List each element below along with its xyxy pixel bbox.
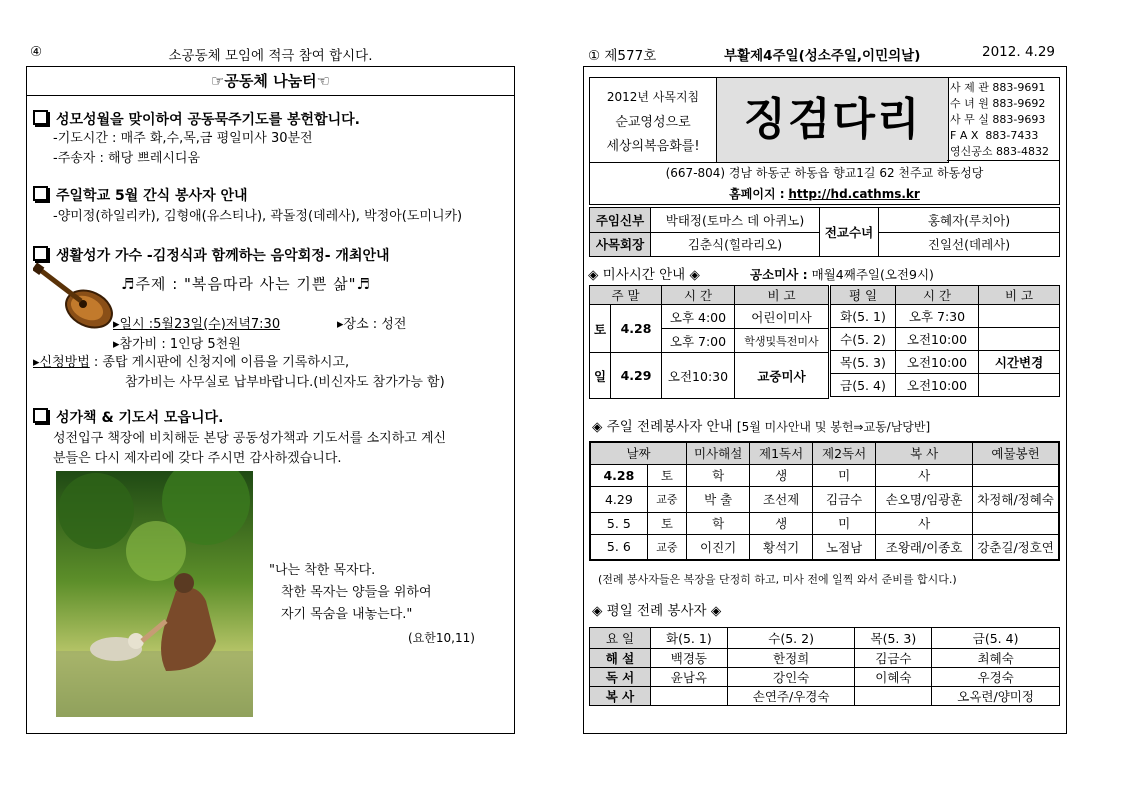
col-commentary: 미사해설	[687, 442, 750, 464]
row-cell: 사	[876, 464, 973, 486]
weekday-note: 시간변경	[979, 351, 1060, 374]
row-cell: 손오명/임광훈	[876, 486, 973, 512]
quote-line-2: 착한 목자는 양들을 위하여	[281, 585, 432, 600]
church-address: (667-804) 경남 하동군 하동읍 향교1길 62 천주교 하동성당	[665, 166, 984, 180]
weekday-col-day: 요 일	[590, 628, 651, 649]
nun-name-2: 진일선(데레사)	[879, 232, 1060, 257]
row-offering	[973, 512, 1059, 534]
contact-mission: 영신공소 883-4832	[950, 145, 1049, 158]
section-hymnbook-heading: 성가책 & 기도서 모읍니다.	[33, 407, 223, 427]
section-rosary-heading: 성모성월을 맞이하여 공동묵주기도를 봉헌합니다.	[33, 109, 360, 129]
row-type: 토	[647, 464, 686, 486]
weekday-servers-table	[589, 627, 1060, 706]
weekday-header: 평 일	[831, 286, 896, 305]
weekday-note	[979, 374, 1060, 397]
weekend-mass-table	[589, 285, 829, 399]
contact-office: 사 무 실 883-9693	[950, 113, 1046, 126]
sat-time-2: 오후 7:00	[662, 329, 735, 353]
community-newsletter-panel	[26, 66, 515, 734]
row-cell: 노점남	[813, 534, 876, 560]
sat-note-2: 학생및특전미사	[735, 329, 829, 353]
bulletin-panel	[583, 66, 1067, 734]
rosary-time-line: -기도시간 : 매주 화,수,목,금 평일미사 30분전	[53, 131, 313, 146]
sat-time-1: 오후 4:00	[662, 305, 735, 329]
weekday-time: 오전10:00	[896, 351, 979, 374]
role-commentary: 해 설	[590, 649, 651, 668]
row-date: 5. 6	[590, 534, 647, 560]
pastor-label: 주임신부	[590, 208, 651, 233]
sun-time: 오전10:30	[662, 353, 735, 399]
role-altar: 복 사	[590, 687, 651, 706]
row-date: 4.29	[590, 486, 647, 512]
concert-date: ▸일시 :5월23일(수)저녁7:30	[113, 317, 281, 332]
row-date: 4.28	[590, 464, 647, 486]
server-cell: 한정희	[727, 649, 855, 668]
sat-date: 4.28	[611, 305, 662, 353]
sunday-servers-table	[589, 441, 1060, 561]
row-date: 5. 5	[590, 512, 647, 534]
row-cell: 김금수	[813, 486, 876, 512]
sunday-servers-title: ◈ 주일 전례봉사자 안내 [5월 미사안내 및 봉헌⇒교동/남당반]	[592, 419, 931, 435]
row-cell: 박 출	[687, 486, 750, 512]
weekday-day: 금(5. 4)	[831, 374, 896, 397]
row-type: 교중	[647, 486, 686, 512]
community-motto: 소공동체 모임에 적극 참여 합시다.	[168, 48, 373, 64]
staff-table	[589, 207, 1060, 257]
nun-label: 전교수녀	[820, 208, 879, 257]
time-header: 시 간	[662, 286, 735, 305]
contact-fax: F A X 883-7433	[950, 129, 1039, 142]
nun-name-1: 홍혜자(루치아)	[879, 208, 1060, 233]
weekday-note	[979, 328, 1060, 351]
weekday-day: 목(5. 3)	[831, 351, 896, 374]
checkbox-bullet-icon	[33, 110, 48, 125]
row-cell: 이진기	[687, 534, 750, 560]
row-cell: 사	[876, 512, 973, 534]
col-reading2: 제2독서	[813, 442, 876, 464]
weekday-note-header: 비 고	[979, 286, 1060, 305]
masthead	[589, 77, 949, 163]
server-cell	[651, 687, 728, 706]
quote-line-3: 자기 목숨을 내놓는다."	[281, 607, 413, 622]
col-date: 날짜	[590, 442, 687, 464]
row-cell: 미	[813, 512, 876, 534]
weekday-col: 수(5. 2)	[727, 628, 855, 649]
server-cell: 최혜숙	[932, 649, 1060, 668]
contact-list	[947, 77, 1060, 161]
concert-place: ▸장소 : 성전	[337, 317, 407, 332]
gongso-mass: 공소미사 : 매월4째주일(오전9시)	[750, 267, 934, 282]
address-block	[589, 161, 1060, 205]
weekend-header: 주 말	[590, 286, 662, 305]
snack-volunteers-line: -양미정(하일리카), 김형애(유스티나), 곽돌정(데레사), 박정아(도미니카)	[53, 209, 463, 224]
row-cell: 생	[750, 512, 813, 534]
row-offering: 차정해/정혜숙	[973, 486, 1059, 512]
logo-area	[717, 78, 948, 162]
sunday-title: 부활제4주일(성소주일,이민의날)	[724, 48, 921, 64]
sun-day: 일	[590, 353, 611, 399]
row-cell: 학	[687, 512, 750, 534]
row-cell: 황석기	[750, 534, 813, 560]
server-cell: 윤남옥	[651, 668, 728, 687]
col-altar-server: 복 사	[876, 442, 973, 464]
row-offering: 강춘길/정호연	[973, 534, 1059, 560]
weekday-time: 오전10:00	[896, 374, 979, 397]
weekday-mass-table	[830, 285, 1060, 397]
homepage-link[interactable]: http://hd.cathms.kr	[788, 187, 920, 201]
weekday-time-header: 시 간	[896, 286, 979, 305]
row-type: 교중	[647, 534, 686, 560]
server-cell: 강인숙	[727, 668, 855, 687]
server-cell: 이혜숙	[855, 668, 932, 687]
row-cell: 조왕래/이종호	[876, 534, 973, 560]
concert-fee: ▸참가비 : 1인당 5천원	[113, 337, 241, 352]
server-cell: 백경동	[651, 649, 728, 668]
sun-note: 교중미사	[735, 353, 829, 399]
mass-times-title: ◈ 미사시간 안내 ◈	[588, 267, 700, 283]
hymnbook-line-2: 분들은 다시 제자리에 갖다 주시면 감사하겠습니다.	[53, 451, 342, 466]
col-reading1: 제1독서	[750, 442, 813, 464]
section-snack-heading: 주일학교 5월 간식 봉사자 안내	[33, 185, 248, 205]
bulletin-logo: 징검다리	[743, 94, 922, 145]
homepage-row: 홈페이지 : http://hd.cathms.kr	[729, 187, 920, 201]
hymnbook-line-1: 성전입구 책장에 비치해둔 본당 공동성가책과 기도서를 소지하고 계신	[53, 431, 447, 446]
pastor-name: 박태정(토마스 데 아퀴노)	[651, 208, 820, 233]
role-reading: 독 서	[590, 668, 651, 687]
row-cell: 미	[813, 464, 876, 486]
server-cell: 오옥련/양미정	[932, 687, 1060, 706]
sat-day: 토	[590, 305, 611, 353]
weekday-note	[979, 305, 1060, 328]
weekday-day: 화(5. 1)	[831, 305, 896, 328]
chair-label: 사목회장	[590, 232, 651, 257]
good-shepherd-image	[56, 471, 253, 717]
row-type: 토	[647, 512, 686, 534]
concert-apply: ▸신청방법 : 종탑 게시판에 신청지에 이름을 기록하시고,	[33, 355, 350, 370]
concert-apply-note: 참가비는 사무실로 납부바랍니다.(비신자도 참가가능 함)	[125, 375, 445, 390]
note-header: 비 고	[735, 286, 829, 305]
server-cell: 우경숙	[932, 668, 1060, 687]
row-cell: 학	[687, 464, 750, 486]
checkbox-bullet-icon	[33, 186, 48, 201]
weekday-time: 오후 7:30	[896, 305, 979, 328]
server-cell: 김금수	[855, 649, 932, 668]
chair-name: 김춘식(힐라리오)	[651, 232, 820, 257]
weekday-time: 오전10:00	[896, 328, 979, 351]
quote-line-1: "나는 착한 목자다.	[269, 563, 376, 578]
servers-note: (전례 봉사자들은 복장을 단정히 하고, 미사 전에 일찍 와서 준비를 합시다.)	[598, 573, 957, 586]
checkbox-bullet-icon	[33, 408, 48, 423]
page-number-left: ④	[30, 44, 43, 60]
issue-date: 2012. 4.29	[982, 44, 1055, 60]
pastoral-motto: 2012년 사목지침 순교영성으로 세상의복음화를!	[590, 78, 717, 162]
weekday-servers-title: ◈ 평일 전례 봉사자 ◈	[592, 603, 722, 619]
row-cell: 생	[750, 464, 813, 486]
row-cell: 조선제	[750, 486, 813, 512]
server-cell: 손연주/우경숙	[727, 687, 855, 706]
row-offering	[973, 464, 1059, 486]
rosary-leader-line: -주송자 : 해당 쁘레시디움	[53, 151, 201, 166]
weekday-col: 화(5. 1)	[651, 628, 728, 649]
contact-convent: 수 녀 원 883-9692	[950, 97, 1046, 110]
checkbox-bullet-icon	[33, 246, 48, 261]
server-cell	[855, 687, 932, 706]
contact-rectory: 사 제 관 883-9691	[950, 81, 1046, 94]
issue-number: ① 제577호	[588, 48, 657, 64]
sun-date: 4.29	[611, 353, 662, 399]
sat-note-1: 어린이미사	[735, 305, 829, 329]
weekday-col: 금(5. 4)	[932, 628, 1060, 649]
quote-reference: (요한10,11)	[408, 631, 475, 645]
community-banner: ☞공동체 나눔터☜	[27, 67, 514, 96]
section-concert-heading: 생활성가 가수 -김정식과 함께하는 음악회정- 개최안내	[33, 245, 390, 265]
mandolin-icon	[33, 263, 121, 333]
concert-theme: ♬주제 : "복음따라 사는 기쁜 삶"♬	[121, 275, 371, 293]
col-offering: 예물봉헌	[973, 442, 1059, 464]
weekday-col: 목(5. 3)	[855, 628, 932, 649]
weekday-day: 수(5. 2)	[831, 328, 896, 351]
